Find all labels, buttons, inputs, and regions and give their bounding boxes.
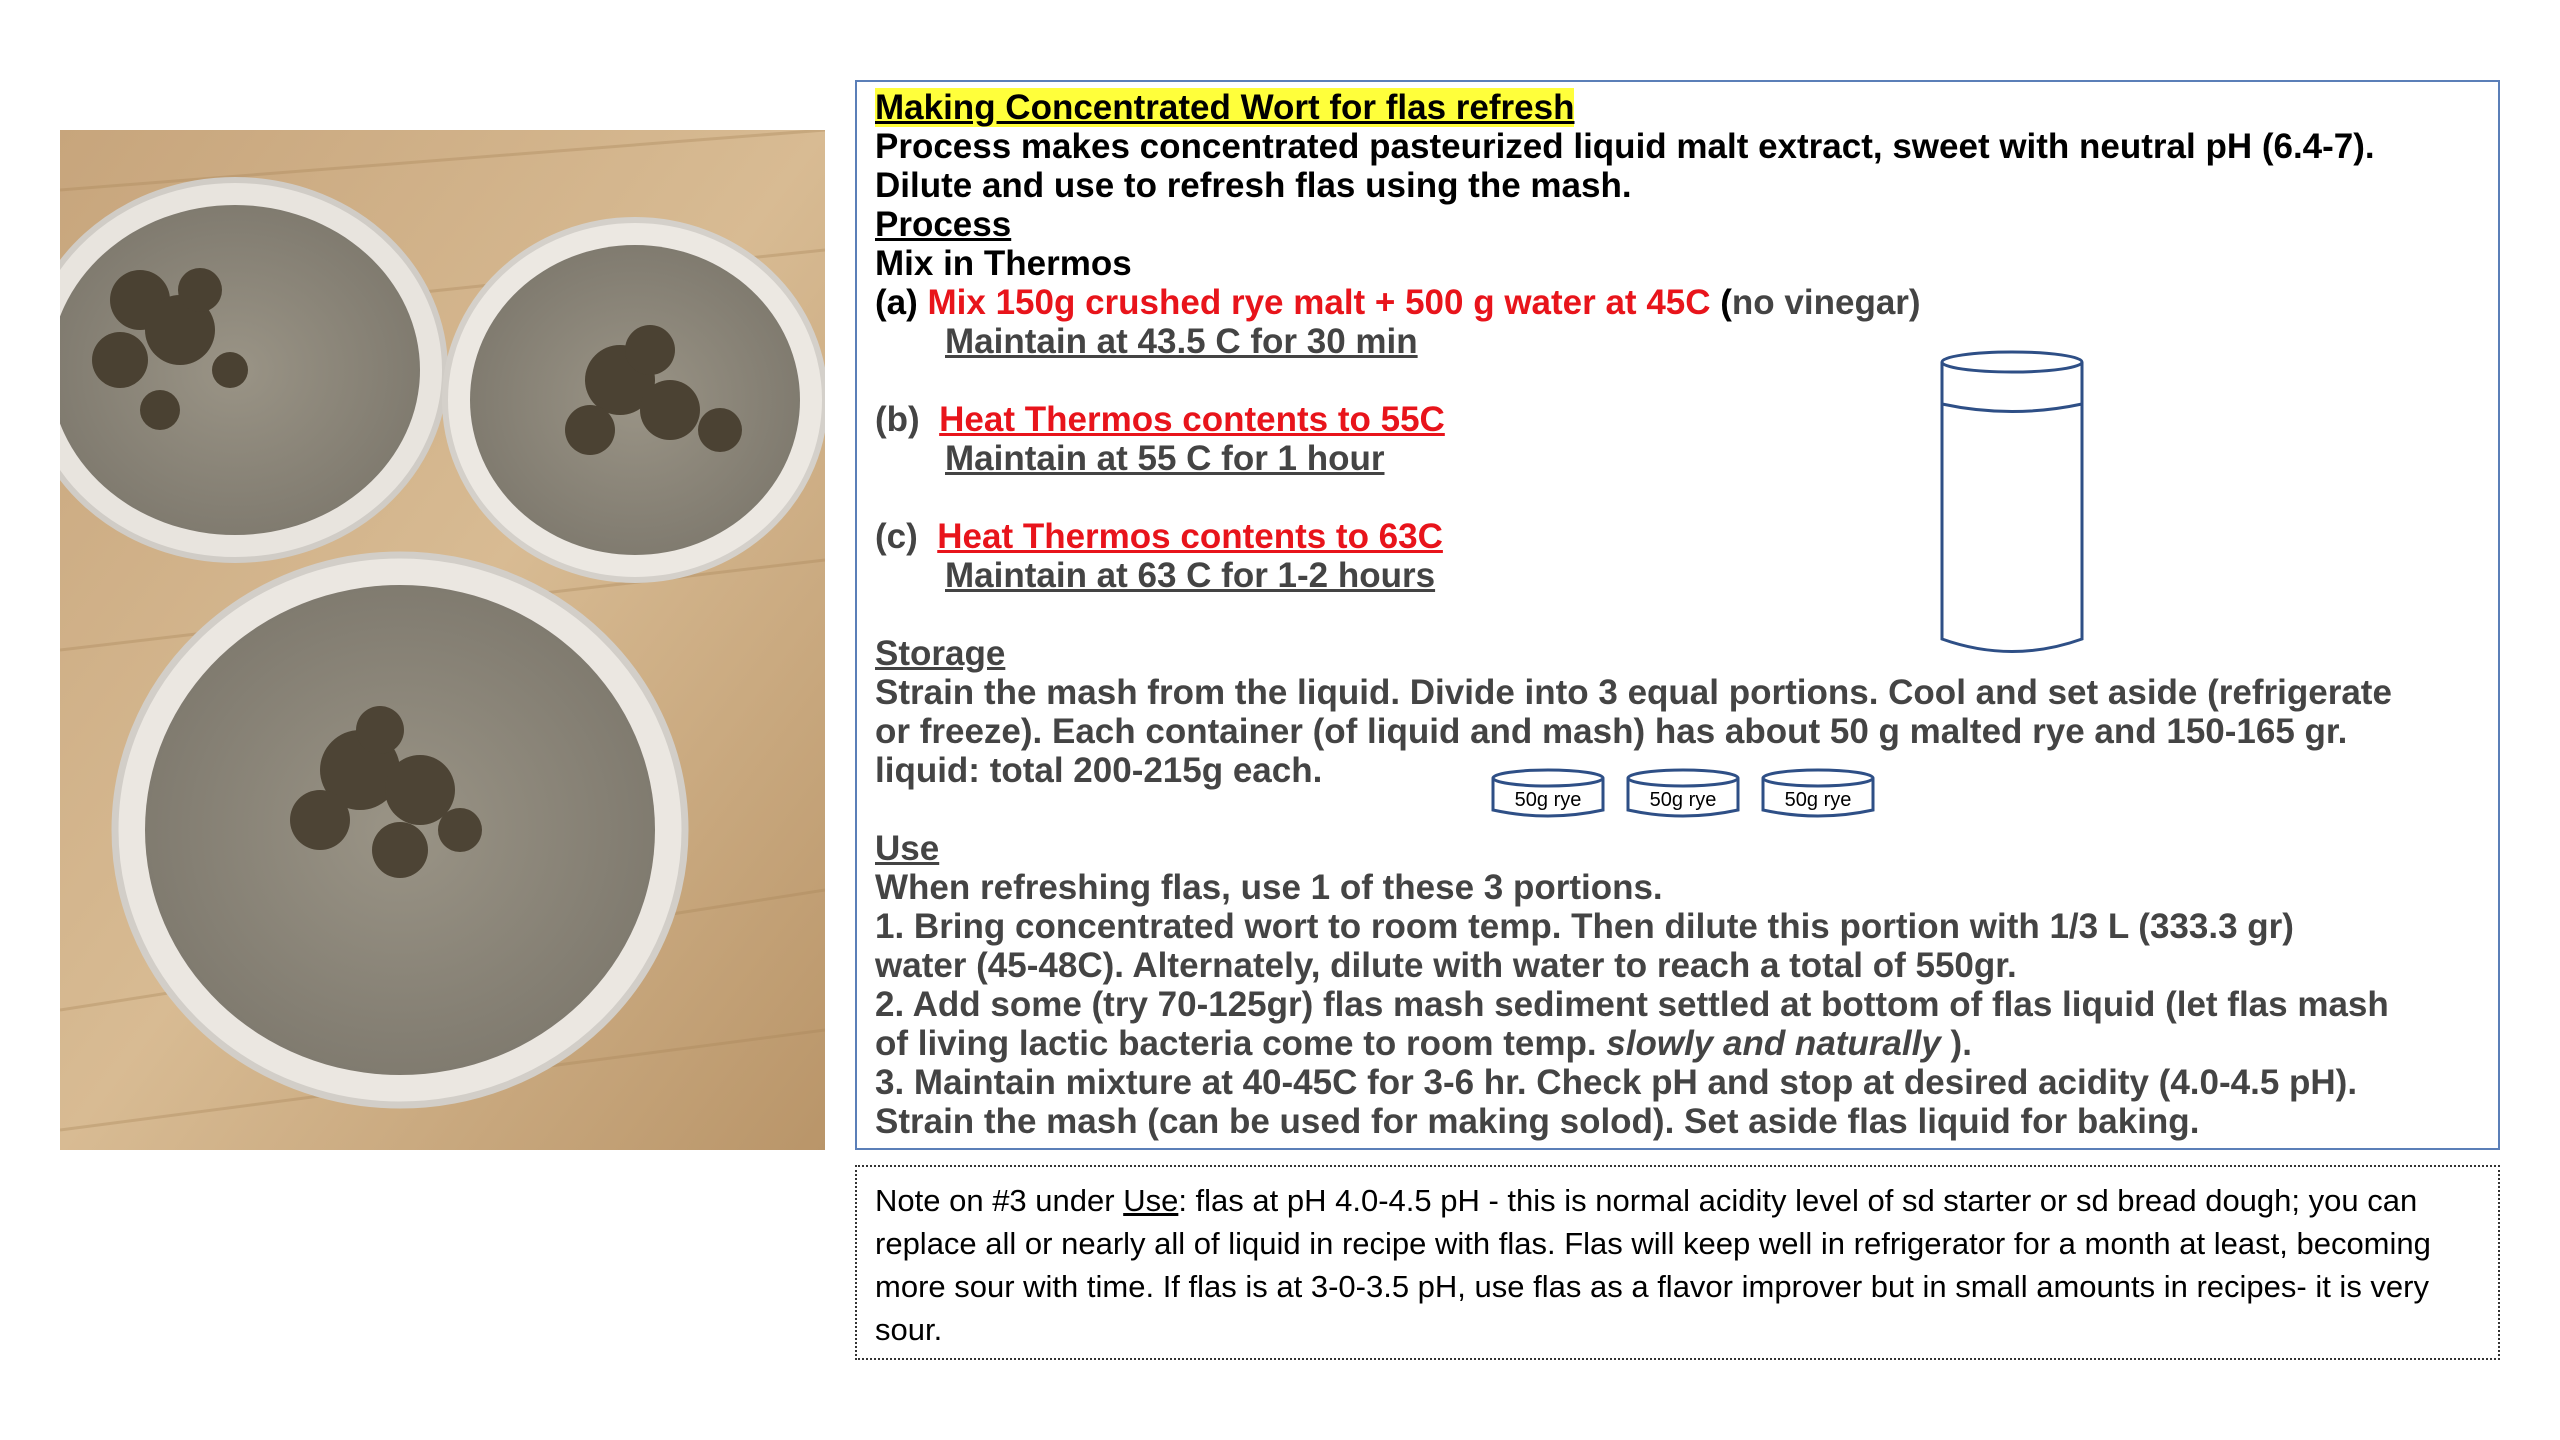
intro-line: Process makes concentrated pasteurized liquid malt extract, sweet with neutral pH (6.4-7). bbox=[875, 127, 2375, 166]
storage-line: Strain the mash from the liquid. Divide into 3 equal portions. Cool and set aside (refrigerate bbox=[875, 673, 2392, 712]
step-b-maintain: Maintain at 55 C for 1 hour bbox=[945, 439, 1385, 478]
step-a-action: Mix 150g crushed rye malt + 500 g water at 45C bbox=[927, 283, 1711, 322]
use-line: When refreshing flas, use 1 of these 3 portions. bbox=[875, 868, 1663, 907]
use-line: 1. Bring concentrated wort to room temp. Then dilute this portion with 1/3 L (333.3 gr) bbox=[875, 907, 2294, 946]
storage-line: liquid: total 200-215g each. bbox=[875, 751, 1323, 790]
recipe-content bbox=[875, 88, 2475, 1141]
use-line: 3. Maintain mixture at 40-45C for 3-6 hr. Check pH and stop at desired acidity (4.0-4.5 pH). bbox=[875, 1063, 2358, 1102]
recipe-box bbox=[855, 80, 2500, 1150]
step-c-marker: (c) bbox=[875, 517, 918, 556]
use-line: Strain the mash (can be used for making solod). Set aside flas liquid for baking. bbox=[875, 1102, 2200, 1141]
use-line: 2. Add some (try 70-125gr) flas mash sediment settled at bottom of flas liquid (let flas mash bbox=[875, 985, 2389, 1024]
step-c-maintain: Maintain at 63 C for 1-2 hours bbox=[945, 556, 1436, 595]
step-a-note: no vinegar) bbox=[1731, 283, 1921, 322]
container-icons bbox=[1485, 766, 1905, 826]
step-c bbox=[875, 517, 2475, 556]
step-a bbox=[875, 283, 2475, 322]
note-box bbox=[855, 1165, 2500, 1360]
container-label: 50g rye bbox=[1514, 789, 1582, 811]
step-a-marker: (a) bbox=[875, 283, 918, 322]
recipe-title: Making Concentrated Wort for flas refresh bbox=[875, 88, 1575, 127]
process-subheading: Mix in Thermos bbox=[875, 244, 1132, 283]
container-label: 50g rye bbox=[1649, 789, 1717, 811]
note-use-link: Use bbox=[1123, 1183, 1179, 1218]
note-prefix: Note on #3 under bbox=[875, 1183, 1124, 1218]
step-b-marker: (b) bbox=[875, 400, 920, 439]
intro-line: Dilute and use to refresh flas using the mash. bbox=[875, 166, 1632, 205]
storage-line: or freeze). Each container (of liquid and mash) has about 50 g malted rye and 150-165 gr. bbox=[875, 712, 2348, 751]
step-b bbox=[875, 400, 2475, 439]
process-heading: Process bbox=[875, 205, 1012, 244]
use-heading: Use bbox=[875, 829, 940, 868]
storage-heading: Storage bbox=[875, 634, 1006, 673]
container-label: 50g rye bbox=[1784, 789, 1852, 811]
note-text: : flas at pH 4.0-4.5 pH - this is normal acidity level of sd starter or sd bread dough; you can replace all or nearly all of liquid in recipe with flas. Flas will keep well in refrigerator for a month at least, becoming more sour with time. If flas is at 3-0-3.5 pH, use flas as a flavor improver but in small amounts in recipes- it is very sour. bbox=[875, 1183, 2431, 1347]
step-a-maintain: Maintain at 43.5 C for 30 min bbox=[945, 322, 1418, 361]
step-a-paren: ( bbox=[1720, 283, 1732, 322]
step-b-action: Heat Thermos contents to 55C bbox=[939, 400, 1445, 439]
use-line: of living lactic bacteria come to room temp. slowly and naturally ). bbox=[875, 1024, 1972, 1063]
containers-photo bbox=[60, 130, 825, 1150]
step-c-action: Heat Thermos contents to 63C bbox=[937, 517, 1443, 556]
thermos-icon bbox=[1932, 344, 2092, 664]
use-line: water (45-48C). Alternately, dilute with water to reach a total of 550gr. bbox=[875, 946, 2017, 985]
